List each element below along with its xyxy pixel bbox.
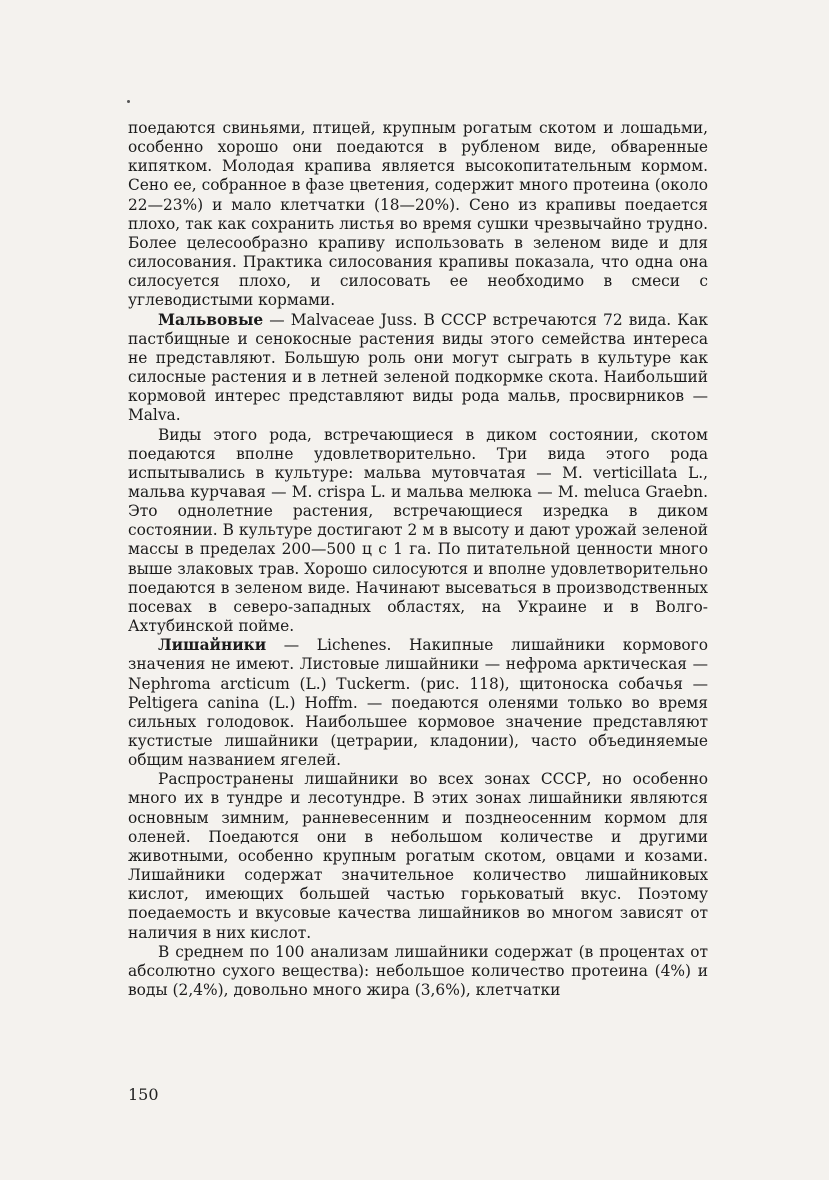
body-text — [128, 119, 708, 1000]
page-number: 150 — [128, 1085, 159, 1104]
paragraph-nettle-continued — [128, 119, 708, 311]
paragraph-lichenes — [128, 636, 708, 770]
paragraph-text: — Lichenes. Накипные лишайники кормового значения не имеют. Листовые лишайники — нефрома арктическая — Nephroma arcticum (L.) Tuckerm. (рис. 118), щитоноска собачья — Peltigera canina (L.) Hoffm. — поедаются оленями только во время сильных голодовок. Наибольшее кормовое значение представляют кустистые лишайники (цетрарии, кладонии), часто объединяемые общим названием ягелей. — [128, 636, 708, 770]
paragraph-malva-species — [128, 426, 708, 637]
paragraph-lead-term: Лишайники — [158, 636, 267, 655]
speck-mark — [127, 100, 130, 103]
paragraph-text: Распространены лишайники во всех зонах СССР, но особенно много их в тундре и лесотундре. В этих зонах лишайники являются основным зимним, ранневесенним и позднеосенним кормом для оленей. Поедаются они в небольшом количестве и другими животными, особенно крупным рогатым скотом, овцами и козами. Лишайники содержат значительное количество лишайниковых кислот, имеющих большей частью горьковатый вкус. Поэтому поедаемость и вкусовые качества лишайников во многом зависят от наличия в них кислот. — [128, 770, 708, 942]
paragraph-lichen-composition — [128, 943, 708, 1000]
paragraph-lichen-distribution — [128, 770, 708, 942]
paragraph-text: поедаются свиньями, птицей, крупным рогатым скотом и лошадьми, особенно хорошо они поедаются в рубленом виде, обваренные кипятком. Молодая крапива является высокопитательным кормом. Сено ее, собранное в фазе цветения, содержит много протеина (около 22—23%) и мало клетчатки (18—20%). Сено из крапивы поедается плохо, так как сохранить листья во время сушки чрезвычайно трудно. Более целесообразно крапиву использовать в зеленом виде и для силосования. Практика силосования крапивы показала, что одна она силосуется плохо, и силосовать ее необходимо в смеси с углеводистыми кормами. — [128, 119, 708, 310]
paragraph-lead-term: Мальвовые — [158, 310, 264, 329]
paragraph-text: В среднем по 100 анализам лишайники содержат (в процентах от абсолютно сухого вещества): небольшое количество протеина (4%) и воды (2,4%), довольно много жира (3,6%), клетчатки — [128, 942, 708, 1000]
paragraph-malvaceae — [128, 311, 708, 426]
paragraph-text: Виды этого рода, встречающиеся в диком состоянии, скотом поедаются вполне удовлетворительно. Три вида этого рода испытывались в культуре: мальва мутовчатая — M. verticillata L., мальва курчавая — M. crispa L. и мальва мелюка — M. meluca Graebn. Это однолетние растения, встречающиеся изредка в диком состоянии. В культуре достигают 2 м в высоту и дают урожай зеленой массы в пределах 200—500 ц с 1 га. По питательной ценности много выше злаковых трав. Хорошо силосуются и вполне удовлетворительно поедаются в зеленом виде. Начинают высеваться в производственных посевах в северо-западных областях, на Украине и в Волго-Ахтубинской пойме. — [128, 425, 708, 636]
paragraph-text: — Malvaceae Juss. В СССР встречаются 72 вида. Как пастбищные и сенокосные растения виды этого семейства интереса не представляют. Большую роль они могут сыграть в культуре как силосные растения и в летней зеленой подкормке скота. Наибольший кормовой интерес представляют виды рода мальв, просвирников — Malva. — [128, 310, 708, 425]
